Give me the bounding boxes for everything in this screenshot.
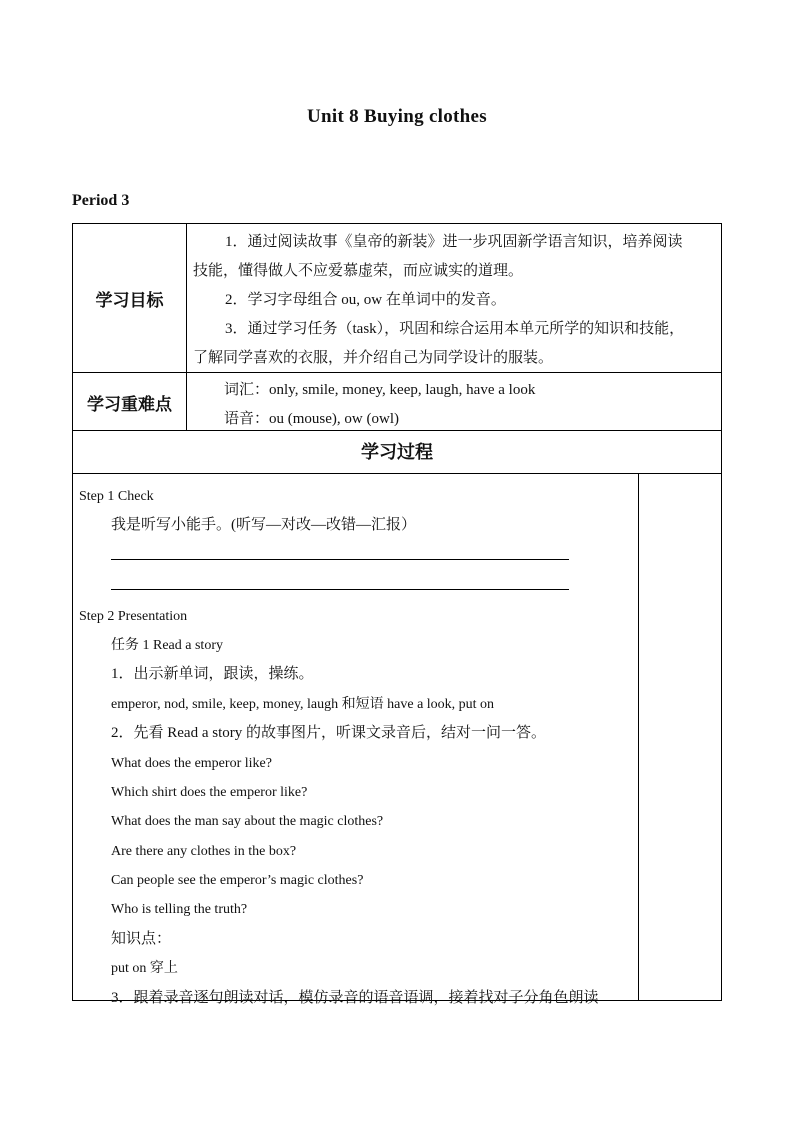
question: Which shirt does the emperor like? (111, 784, 308, 800)
goal-line: 3．通过学习任务（task），巩固和综合运用本单元所学的知识和技能， (225, 321, 685, 337)
question: What does the man say about the magic clothes? (111, 814, 384, 830)
goal-line: 技能，懂得做人不应爱慕虚荣，而应诚实的道理。 (193, 263, 524, 279)
answer-line (111, 571, 569, 590)
goals-text (193, 228, 715, 373)
vocab-line: 词汇：only, smile, money, keep, laugh, have a look (224, 382, 536, 398)
lesson-table (72, 223, 722, 1006)
period-label: Period 3 (72, 192, 130, 209)
answer-line (111, 541, 569, 560)
column-divider (186, 224, 187, 430)
goal-line: 2．学习字母组合 ou, ow 在单词中的发音。 (225, 292, 506, 308)
step1-task: 我是听写小能手。(听写—对改—改错—汇报） (111, 517, 416, 534)
notes-column-divider (638, 473, 639, 1000)
knowledge-label: 知识点： (111, 930, 172, 947)
new-words: emperor, nod, smile, keep, money, laugh 和短语 have a look, put on (111, 696, 495, 712)
item1: 1．出示新单词，跟读，操练。 (111, 666, 314, 683)
step2-heading: Step 2 Presentation (79, 608, 188, 624)
question: Who is telling the truth? (111, 902, 248, 918)
question: What does the emperor like? (111, 755, 272, 771)
process-heading: 学习过程 (361, 442, 433, 462)
goals-label: 学习目标 (95, 291, 164, 310)
item3: 3．跟着录音逐句朗读对话，模仿录音的语音语调，接着找对子分角色朗读 (111, 989, 599, 1006)
task1-heading: 任务 1 Read a story (111, 637, 223, 653)
item2: 2．先看 Read a story 的故事图片，听课文录音后，结对一问一答。 (111, 725, 546, 742)
key-points-text (224, 376, 715, 434)
goal-line: 了解同学喜欢的衣服，并介绍自己为同学设计的服装。 (193, 350, 554, 366)
question: Are there any clothes in the box? (111, 843, 297, 859)
knowledge-point: put on 穿上 (111, 961, 178, 977)
document-title: Unit 8 Buying clothes (307, 106, 487, 127)
goal-line: 1．通过阅读故事《皇帝的新装》进一步巩固新学语言知识，培养阅读 (225, 234, 683, 250)
phonics-line: 语音：ou (mouse), ow (owl) (224, 411, 399, 427)
process-content (79, 482, 635, 1013)
question: Can people see the emperor’s magic clothes? (111, 873, 364, 889)
key-points-label: 学习重难点 (87, 395, 172, 414)
step1-heading: Step 1 Check (79, 489, 154, 504)
